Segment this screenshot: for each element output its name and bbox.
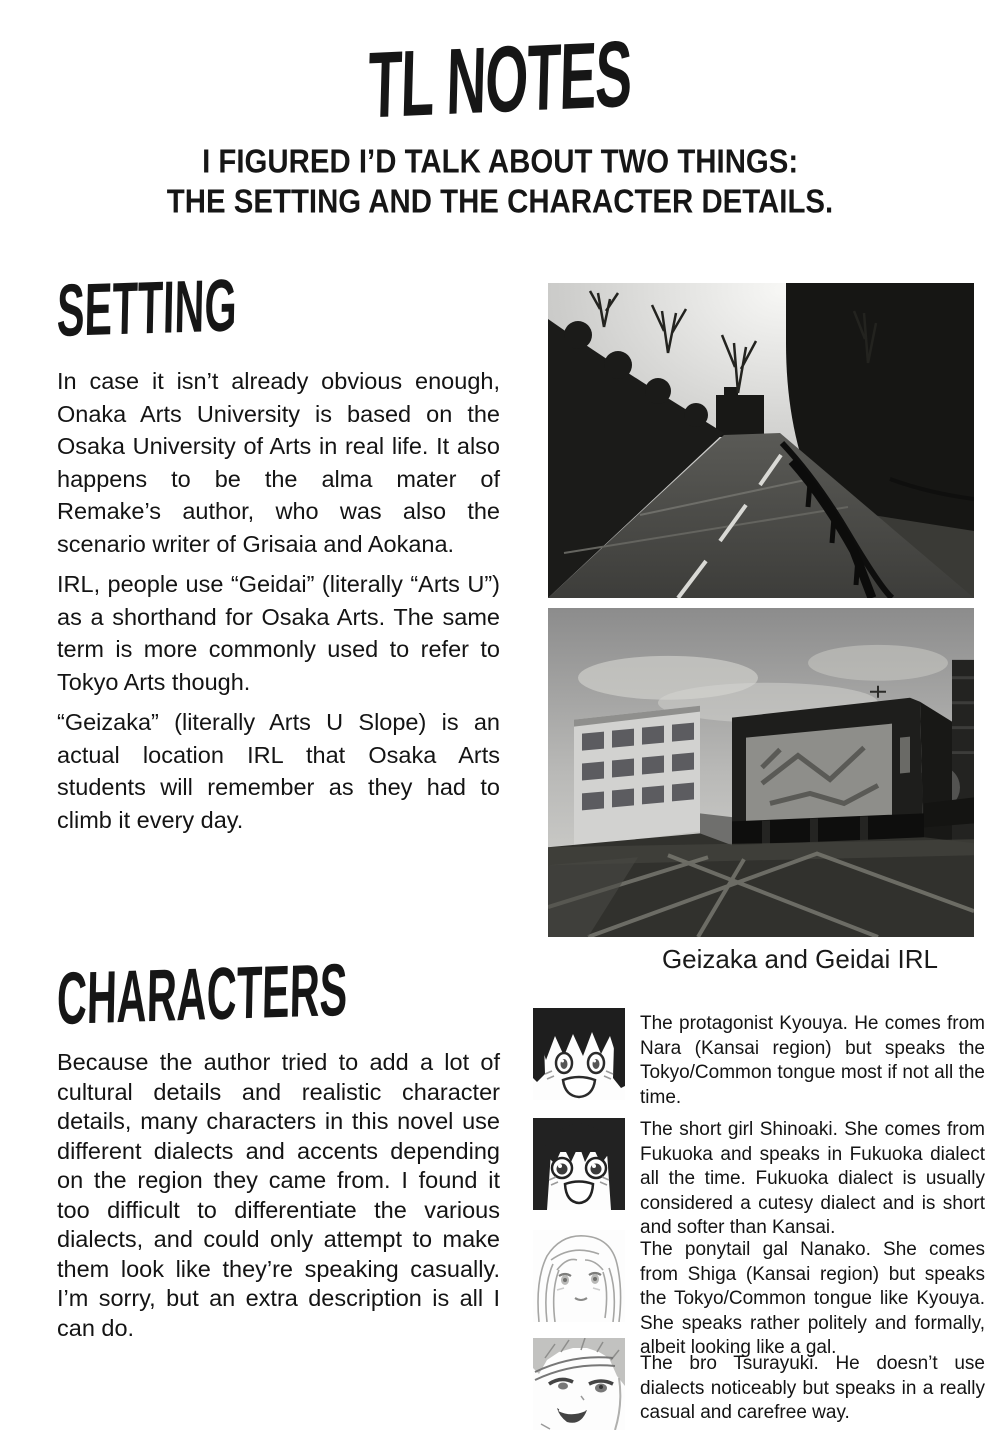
nanako-face-illustration [533,1230,625,1322]
setting-heading: SETTING [56,263,238,352]
page-subtitle [0,140,1000,220]
nanako-portrait-icon [533,1230,625,1322]
subtitle-line-1: I FIGURED I’D TALK ABOUT TWO THINGS: [201,143,799,181]
kyouya-portrait-icon [533,1008,625,1100]
character-description-nanako: The ponytail gal Nanako. She comes from Shiga (Kansai region) but speaks the Tokyo/Common tongue like Kyouya. She speaks rather politely and formally, albeit looking like a gal. [640,1239,985,1358]
setting-paragraph-2: IRL, people use “Geidai” (literally “Arts U”) as a shorthand for Osaka Arts. The same term is more commonly used to refer to Tokyo Arts though. [57,571,500,695]
geizaka-slope-photo [548,283,974,598]
character-description-kyouya: The protagonist Kyouya. He comes from Nara (Kansai region) but speaks the Tokyo/Common tongue most if not all the time. [640,1013,985,1108]
characters-heading: CHARACTERS [56,947,349,1040]
page-title [0,22,1000,138]
setting-paragraph-1: In case it isn’t already obvious enough, Onaka Arts University is based on the Osaka University of Arts in real life. It also happens to be the alma mater of Remake’s author, who was also the scenario writer of Grisaia and Aokana. [57,368,500,557]
setting-paragraph-3: “Geizaka” (literally Arts U Slope) is an actual location IRL that Osaka Arts students will remember as they had to climb it every day. [57,709,500,833]
characters-paragraph-wrap [57,1048,500,1351]
geidai-campus-photo [548,608,974,937]
geidai-campus-illustration [548,608,974,937]
character-description-shinoaki: The short girl Shinoaki. She comes from Fukuoka and speaks in Fukuoka dialect all the time. Fukuoka dialect is usually considered a cutesy dialect and is short and softer than Kansai. [640,1119,985,1238]
character-description-tsurayuki: The bro Tsurayuki. He doesn’t use dialects noticeably but speaks in a really casual and carefree way. [640,1353,985,1423]
geizaka-slope-illustration [548,283,974,598]
shinoaki-portrait-icon [533,1118,625,1210]
page-title-text: TL NOTES [367,22,633,138]
setting-paragraphs [57,365,500,844]
kyouya-face-illustration [533,1008,625,1100]
photo-caption: Geizaka and Geidai IRL [661,944,938,974]
tsurayuki-face-illustration [533,1338,625,1430]
tsurayuki-portrait-icon [533,1338,625,1430]
characters-paragraph: Because the author tried to add a lot of cultural details and realistic character details, many characters in this novel use different dialects and accents depending on the region they came from. I found it too difficult to differentiate the various dialects, and could only attempt to make them look like they’re speaking casually. I’m sorry, but an extra description is all I can do. [57,1049,500,1341]
subtitle-line-2: THE SETTING AND THE CHARACTER DETAILS. [166,183,834,221]
shinoaki-face-illustration [533,1118,625,1210]
